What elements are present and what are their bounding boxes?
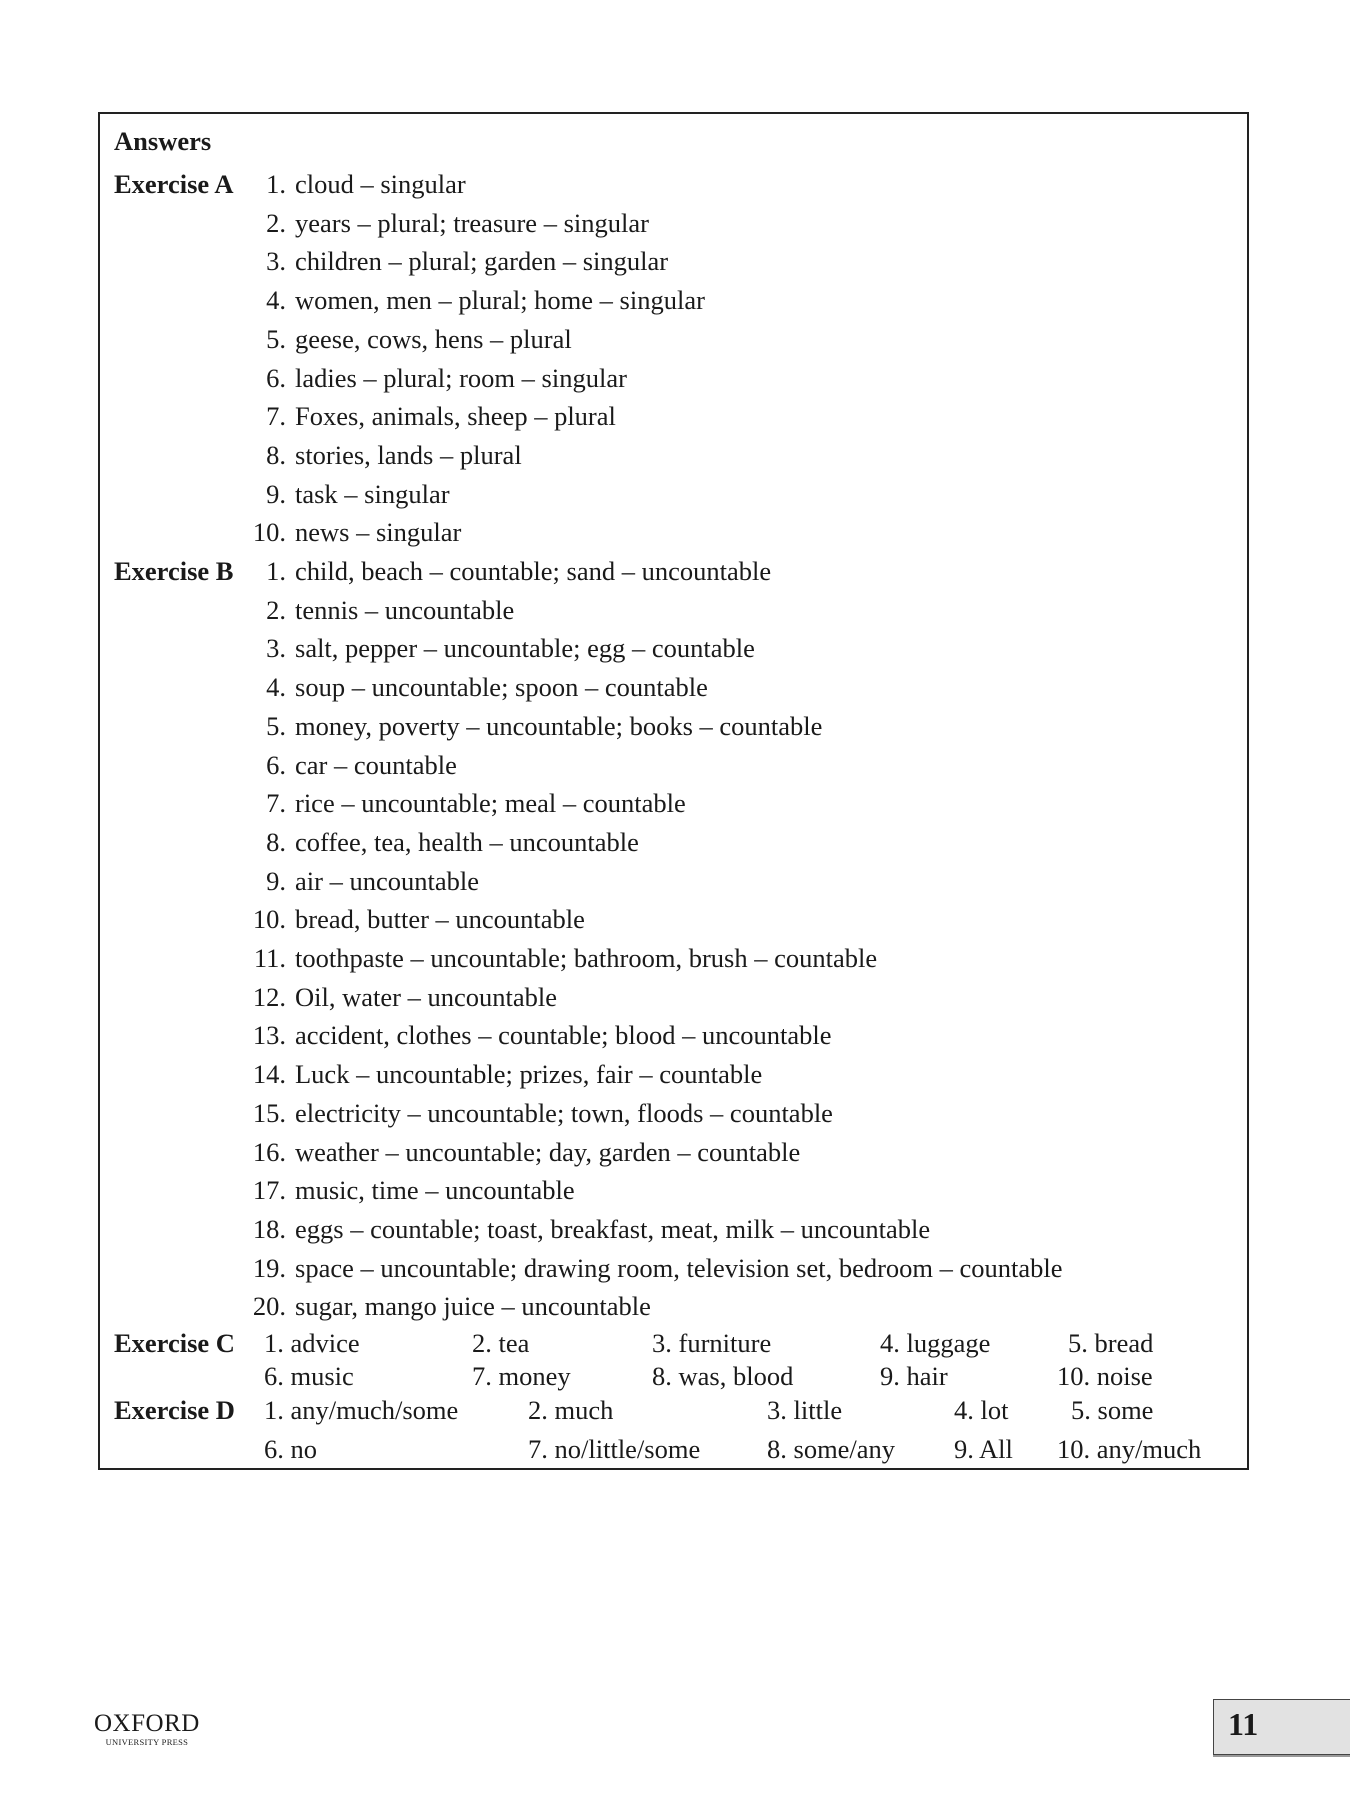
exercise-b-answer: accident, clothes – countable; blood – uncountable (295, 1020, 832, 1051)
exercise-b-answer: tennis – uncountable (295, 594, 515, 625)
exercise-c-answer: 9. hair (880, 1361, 948, 1391)
item-number: 18. (252, 1213, 286, 1244)
item-number: 7. (266, 401, 286, 432)
exercise-b-answer: weather – uncountable; day, garden – countable (295, 1136, 801, 1167)
exercise-b-answer: air – uncountable (295, 865, 479, 896)
exercise-b-answer: music, time – uncountable (295, 1175, 575, 1206)
exercise-c-answer: 6. music (264, 1361, 354, 1391)
item-number: 3. (266, 246, 286, 277)
item-number: 11. (253, 943, 286, 973)
publisher-name: OXFORD (94, 1710, 200, 1737)
exercise-a-answer: Foxes, animals, sheep – plural (295, 401, 616, 432)
item-number: 5. (266, 710, 286, 741)
exercise-d-answer: 3. little (767, 1395, 843, 1425)
item-number: 20. (252, 1291, 286, 1322)
page-number-box (1213, 1699, 1350, 1755)
exercise-a-answer: stories, lands – plural (295, 439, 522, 470)
exercise-a-answer: geese, cows, hens – plural (295, 323, 572, 354)
exercise-b-label: Exercise B (114, 556, 234, 586)
exercise-b-answer: toothpaste – uncountable; bathroom, brush – countable (295, 943, 878, 973)
item-number: 16. (252, 1136, 286, 1167)
exercise-b-answer: Oil, water – uncountable (295, 981, 557, 1012)
exercise-d-answer: 1. any/much/some (264, 1395, 459, 1425)
exercise-a-answer: news – singular (295, 517, 462, 548)
exercise-b-answer: coffee, tea, health – uncountable (295, 826, 639, 857)
item-number: 5. (266, 323, 286, 354)
item-number: 8. (266, 826, 286, 857)
exercise-a-answer: children – plural; garden – singular (295, 246, 669, 277)
exercise-d-answer: 2. much (528, 1395, 614, 1425)
exercise-c-answer: 3. furniture (652, 1328, 772, 1358)
exercise-a-answer: ladies – plural; room – singular (295, 362, 627, 393)
exercise-d-answer: 9. All (954, 1434, 1013, 1464)
exercise-d-answer: 8. some/any (767, 1434, 896, 1464)
exercise-b-answer: rice – uncountable; meal – countable (295, 788, 686, 819)
page-number: 11 (1228, 1706, 1259, 1742)
item-number: 9. (266, 865, 286, 896)
exercise-d-answer: 4. lot (954, 1395, 1009, 1425)
item-number: 7. (266, 788, 286, 819)
item-number: 3. (266, 633, 286, 664)
item-number: 2. (266, 207, 286, 238)
item-number: 8. (266, 439, 286, 470)
exercise-b-answer: space – uncountable; drawing room, television set, bedroom – countable (295, 1252, 1063, 1283)
item-number: 6. (266, 749, 286, 780)
item-number: 19. (252, 1252, 286, 1283)
item-number: 12. (252, 981, 286, 1012)
exercise-b-answer: child, beach – countable; sand – uncountable (295, 556, 772, 586)
item-number: 9. (266, 478, 286, 509)
item-number: 14. (252, 1059, 286, 1090)
exercise-b-answer: bread, butter – uncountable (295, 904, 585, 935)
item-number: 1. (266, 556, 286, 586)
exercise-b-answer: Luck – uncountable; prizes, fair – countable (295, 1059, 763, 1090)
exercise-b-answer: sugar, mango juice – uncountable (295, 1291, 651, 1322)
exercise-a-label: Exercise A (114, 169, 234, 199)
exercise-c-answer: 2. tea (472, 1328, 530, 1358)
exercise-b-answer: eggs – countable; toast, breakfast, meat, milk – uncountable (295, 1213, 931, 1244)
exercise-a-answer: task – singular (295, 478, 450, 509)
exercise-c-label: Exercise C (114, 1328, 235, 1358)
publisher-sub: UNIVERSITY PRESS (105, 1737, 189, 1747)
exercise-a-answer: cloud – singular (295, 169, 466, 199)
item-number: 4. (266, 672, 286, 703)
exercise-c-answer: 7. money (472, 1361, 571, 1391)
item-number: 10. (252, 904, 286, 935)
item-number: 17. (252, 1175, 286, 1206)
exercise-d-answer: 5. some (1071, 1395, 1154, 1425)
exercise-c-answer: 5. bread (1068, 1328, 1154, 1358)
exercise-a-answer: women, men – plural; home – singular (295, 285, 705, 316)
exercise-b-answer: salt, pepper – uncountable; egg – countable (295, 633, 755, 664)
exercise-d-answer: 7. no/little/some (528, 1434, 701, 1464)
item-number: 2. (266, 594, 286, 625)
exercise-c-answer: 1. advice (264, 1328, 360, 1358)
exercise-d-label: Exercise D (114, 1395, 235, 1425)
exercise-d-answer: 10. any/much (1057, 1434, 1202, 1464)
item-number: 15. (252, 1097, 286, 1128)
exercise-b-answer: money, poverty – uncountable; books – countable (295, 710, 823, 741)
answers-heading: Answers (114, 126, 212, 156)
item-number: 10. (252, 517, 286, 548)
exercise-c-answer: 8. was, blood (652, 1361, 794, 1391)
oxford-logo (94, 1712, 200, 1748)
exercise-c-answer: 10. noise (1057, 1361, 1153, 1391)
item-number: 13. (252, 1020, 286, 1051)
exercise-b-answer: car – countable (295, 749, 457, 780)
exercise-b-answer: soup – uncountable; spoon – countable (295, 672, 708, 703)
exercise-b-answer: electricity – uncountable; town, floods – countable (295, 1097, 833, 1128)
exercise-a-answer: years – plural; treasure – singular (295, 207, 649, 238)
item-number: 4. (266, 285, 286, 316)
exercise-d-answer: 6. no (264, 1434, 317, 1464)
exercise-c-answer: 4. luggage (880, 1328, 991, 1358)
item-number: 6. (266, 362, 286, 393)
item-number: 1. (266, 169, 286, 199)
